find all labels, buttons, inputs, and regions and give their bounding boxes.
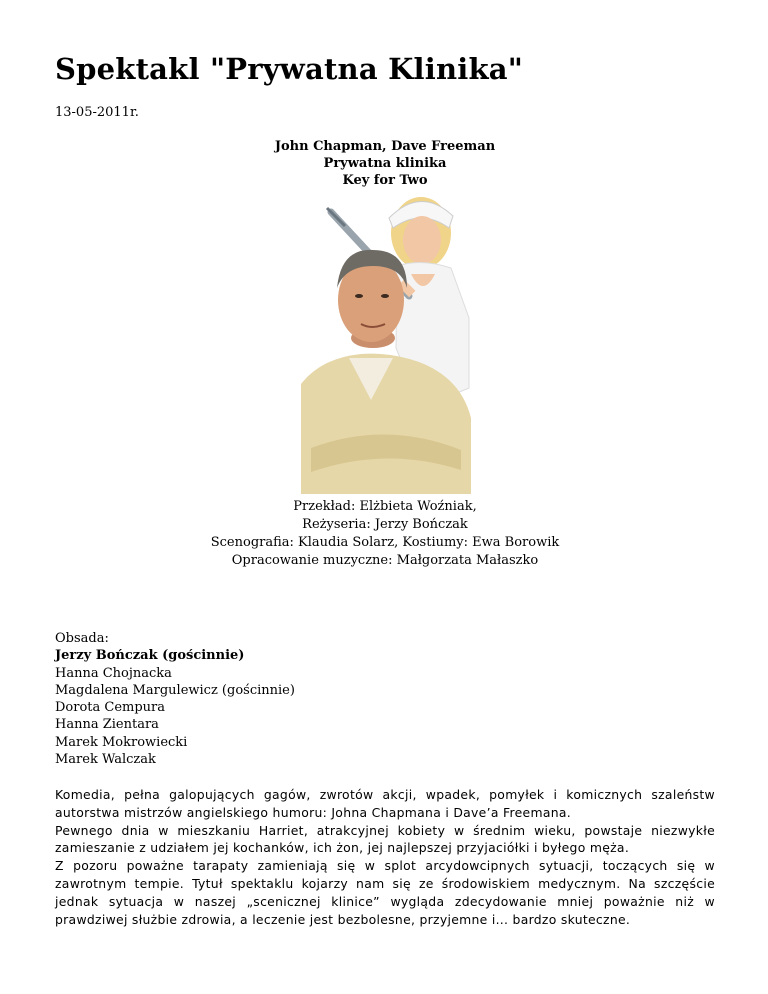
authors: John Chapman, Dave Freeman (274, 139, 496, 154)
play-title-original: Key for Two (342, 173, 428, 188)
play-description (55, 786, 715, 928)
description-paragraph: Z pozoru poważne tarapaty zamieniają się w splot arcydowcipnych sytuacji, toczących się w zawrotnym tempie. Tytuł spektaklu kojarzy nam się ze środowiskiem medycznym. Na szczęście jednak sytuacja w naszej „scenicznej klinice” wygląda zdecydowanie mniej poważnie niż w prawdziwej służbie zdrowia, a leczenie jest bezbolesne, przyjemne i... bardzo skuteczne. (55, 858, 715, 927)
cast-member: Marek Mokrowiecki (55, 734, 188, 750)
cast-heading: Obsada: (55, 631, 109, 646)
cast-list (55, 630, 295, 768)
direction-credit: Reżyseria: Jerzy Bończak (302, 517, 468, 532)
page-title: Spektakl "Prywatna Klinika" (55, 52, 524, 86)
cast-member: Magdalena Margulewicz (gościnnie) (55, 682, 295, 698)
production-credits (55, 498, 715, 570)
cast-lead: Jerzy Bończak (gościnnie) (55, 648, 245, 664)
cast-member: Hanna Chojnacka (55, 665, 172, 681)
play-credits-header (55, 138, 715, 189)
play-title-pl: Prywatna klinika (323, 156, 447, 171)
translation-credit: Przekład: Elżbieta Woźniak, (293, 499, 477, 514)
description-paragraph: Komedia, pełna galopujących gagów, zwrotów akcji, wpadek, pomyłek i komicznych szaleństw autorstwa mistrzów angielskiego humoru: Johna Chapmana i Dave’a Freemana. (55, 787, 715, 820)
scenography-costumes-credit: Scenografia: Klaudia Solarz, Kostiumy: Ewa Borowik (210, 535, 560, 550)
cast-member: Hanna Zientara (55, 717, 159, 733)
poster-photo (301, 188, 471, 494)
cast-member: Marek Walczak (55, 752, 156, 768)
publish-date: 13-05-2011r. (55, 105, 139, 120)
description-paragraph: Pewnego dnia w mieszkaniu Harriet, atrakcyjnej kobiety w średnim wieku, powstaje niezwykłe zamieszanie z udziałem jej kochanków, ich żon, jej najlepszej przyjaciółki i byłego męża. (55, 822, 715, 856)
cast-member: Dorota Cempura (55, 700, 166, 716)
music-credit: Opracowanie muzyczne: Małgorzata Małaszko (231, 553, 539, 568)
